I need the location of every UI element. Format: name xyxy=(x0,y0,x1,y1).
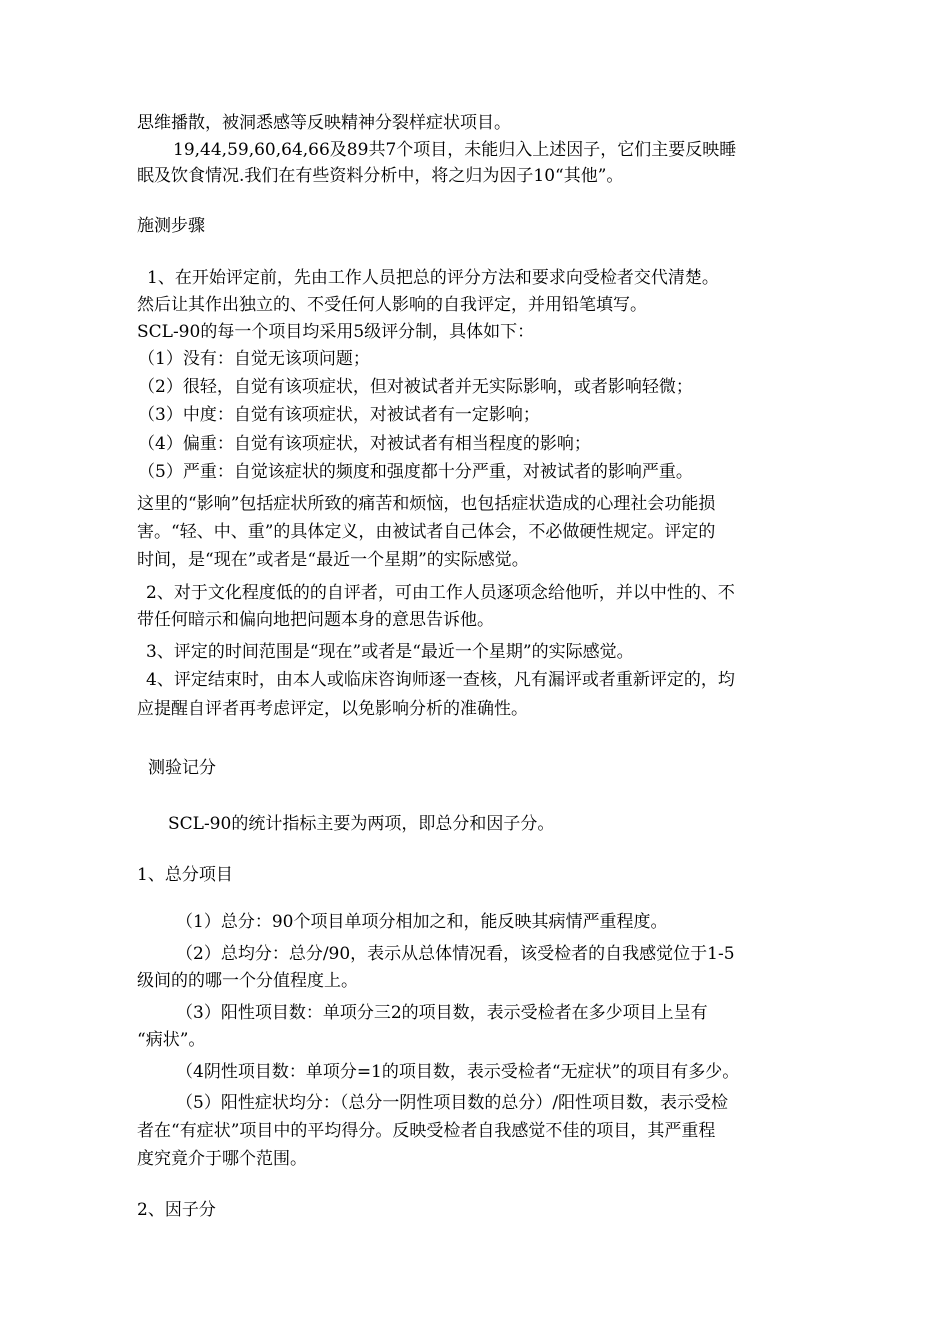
scale-level-2: （2）很轻，自觉有该项症状，但对被试者并无实际影响，或者影响轻微； xyxy=(138,377,693,397)
scale-level-5: （5）严重：自觉该症状的频度和强度都十分严重，对被试者的影响严重。 xyxy=(138,462,693,482)
scale-level-4: （4）偏重：自觉有该项症状，对被试者有相当程度的影响； xyxy=(138,434,591,454)
procedure-heading: 施测步骤 xyxy=(137,216,205,236)
total-score-item-2-a: （2）总均分：总分/90，表示从总体情况看，该受检者的自我感觉位于1-5 xyxy=(176,944,735,964)
total-score-item-1: （1）总分：90个项目单项分相加之和，能反映其病情严重程度。 xyxy=(176,912,668,932)
procedure-step-2-b: 带任何暗示和偏向地把问题本身的意思告诉他。 xyxy=(137,610,494,630)
scale-intro: SCL-90的每一个项目均采用5级评分制，具体如下： xyxy=(137,322,535,342)
intro-line-2: 19,44,59,60,64,66及89共7个项目，未能归入上述因子，它们主要反映睡 xyxy=(173,140,737,160)
total-score-item-5-b: 者在“有症状”项目中的平均得分。反映受检者自我感觉不佳的项目，其严重程 xyxy=(137,1121,716,1141)
procedure-step-3: 3、评定的时间范围是“现在”或者是“最近一个星期”的实际感觉。 xyxy=(146,642,634,662)
total-score-item-4: （4阴性项目数：单项分=1的项目数，表示受检者“无症状”的项目有多少。 xyxy=(176,1062,740,1082)
total-score-heading: 1、总分项目 xyxy=(137,865,233,885)
total-score-item-5-a: （5）阳性症状均分：（总分一阴性项目数的总分）/阳性项目数，表示受检 xyxy=(176,1093,729,1113)
procedure-step-2-a: 2、对于文化程度低的的自评者，可由工作人员逐项念给他听，并以中性的、不 xyxy=(146,583,735,603)
explanation-line-3: 时间，是“现在”或者是“最近一个星期”的实际感觉。 xyxy=(137,550,529,570)
total-score-item-3-a: （3）阳性项目数：单项分三2的项目数，表示受检者在多少项目上呈有 xyxy=(176,1003,708,1023)
intro-line-3: 眠及饮食情况.我们在有些资料分析中，将之归为因子10“其他”。 xyxy=(137,166,624,186)
procedure-step-4-b: 应提醒自评者再考虑评定，以免影响分析的准确性。 xyxy=(137,699,528,719)
procedure-step-4-a: 4、评定结束时，由本人或临床咨询师逐一查核，凡有漏评或者重新评定的，均 xyxy=(146,670,735,690)
explanation-line-2: 害。“轻、中、重”的具体定义，由被试者自己体会，不必做硬性规定。评定的 xyxy=(137,522,716,542)
total-score-item-3-b: “病状”。 xyxy=(137,1030,206,1050)
total-score-item-5-c: 度究竟介于哪个范围。 xyxy=(137,1149,307,1169)
scale-level-1: （1）没有：自觉无该项问题； xyxy=(138,349,370,369)
procedure-step-1-a: 1、在开始评定前，先由工作人员把总的评分方法和要求向受检者交代清楚。 xyxy=(147,268,719,288)
scoring-intro: SCL-90的统计指标主要为两项，即总分和因子分。 xyxy=(168,814,555,834)
scale-level-3: （3）中度：自觉有该项症状，对被试者有一定影响； xyxy=(138,405,540,425)
explanation-line-1: 这里的“影响”包括症状所致的痛苦和烦恼，也包括症状造成的心理社会功能损 xyxy=(137,494,716,514)
intro-line-1: 思维播散，被洞悉感等反映精神分裂样症状项目。 xyxy=(137,113,511,133)
procedure-step-1-b: 然后让其作出独立的、不受任何人影响的自我评定，并用铅笔填写。 xyxy=(137,295,647,315)
factor-score-heading: 2、因子分 xyxy=(137,1200,216,1220)
total-score-item-2-b: 级间的的哪一个分值程度上。 xyxy=(137,971,358,991)
scoring-heading: 测验记分 xyxy=(148,758,216,778)
